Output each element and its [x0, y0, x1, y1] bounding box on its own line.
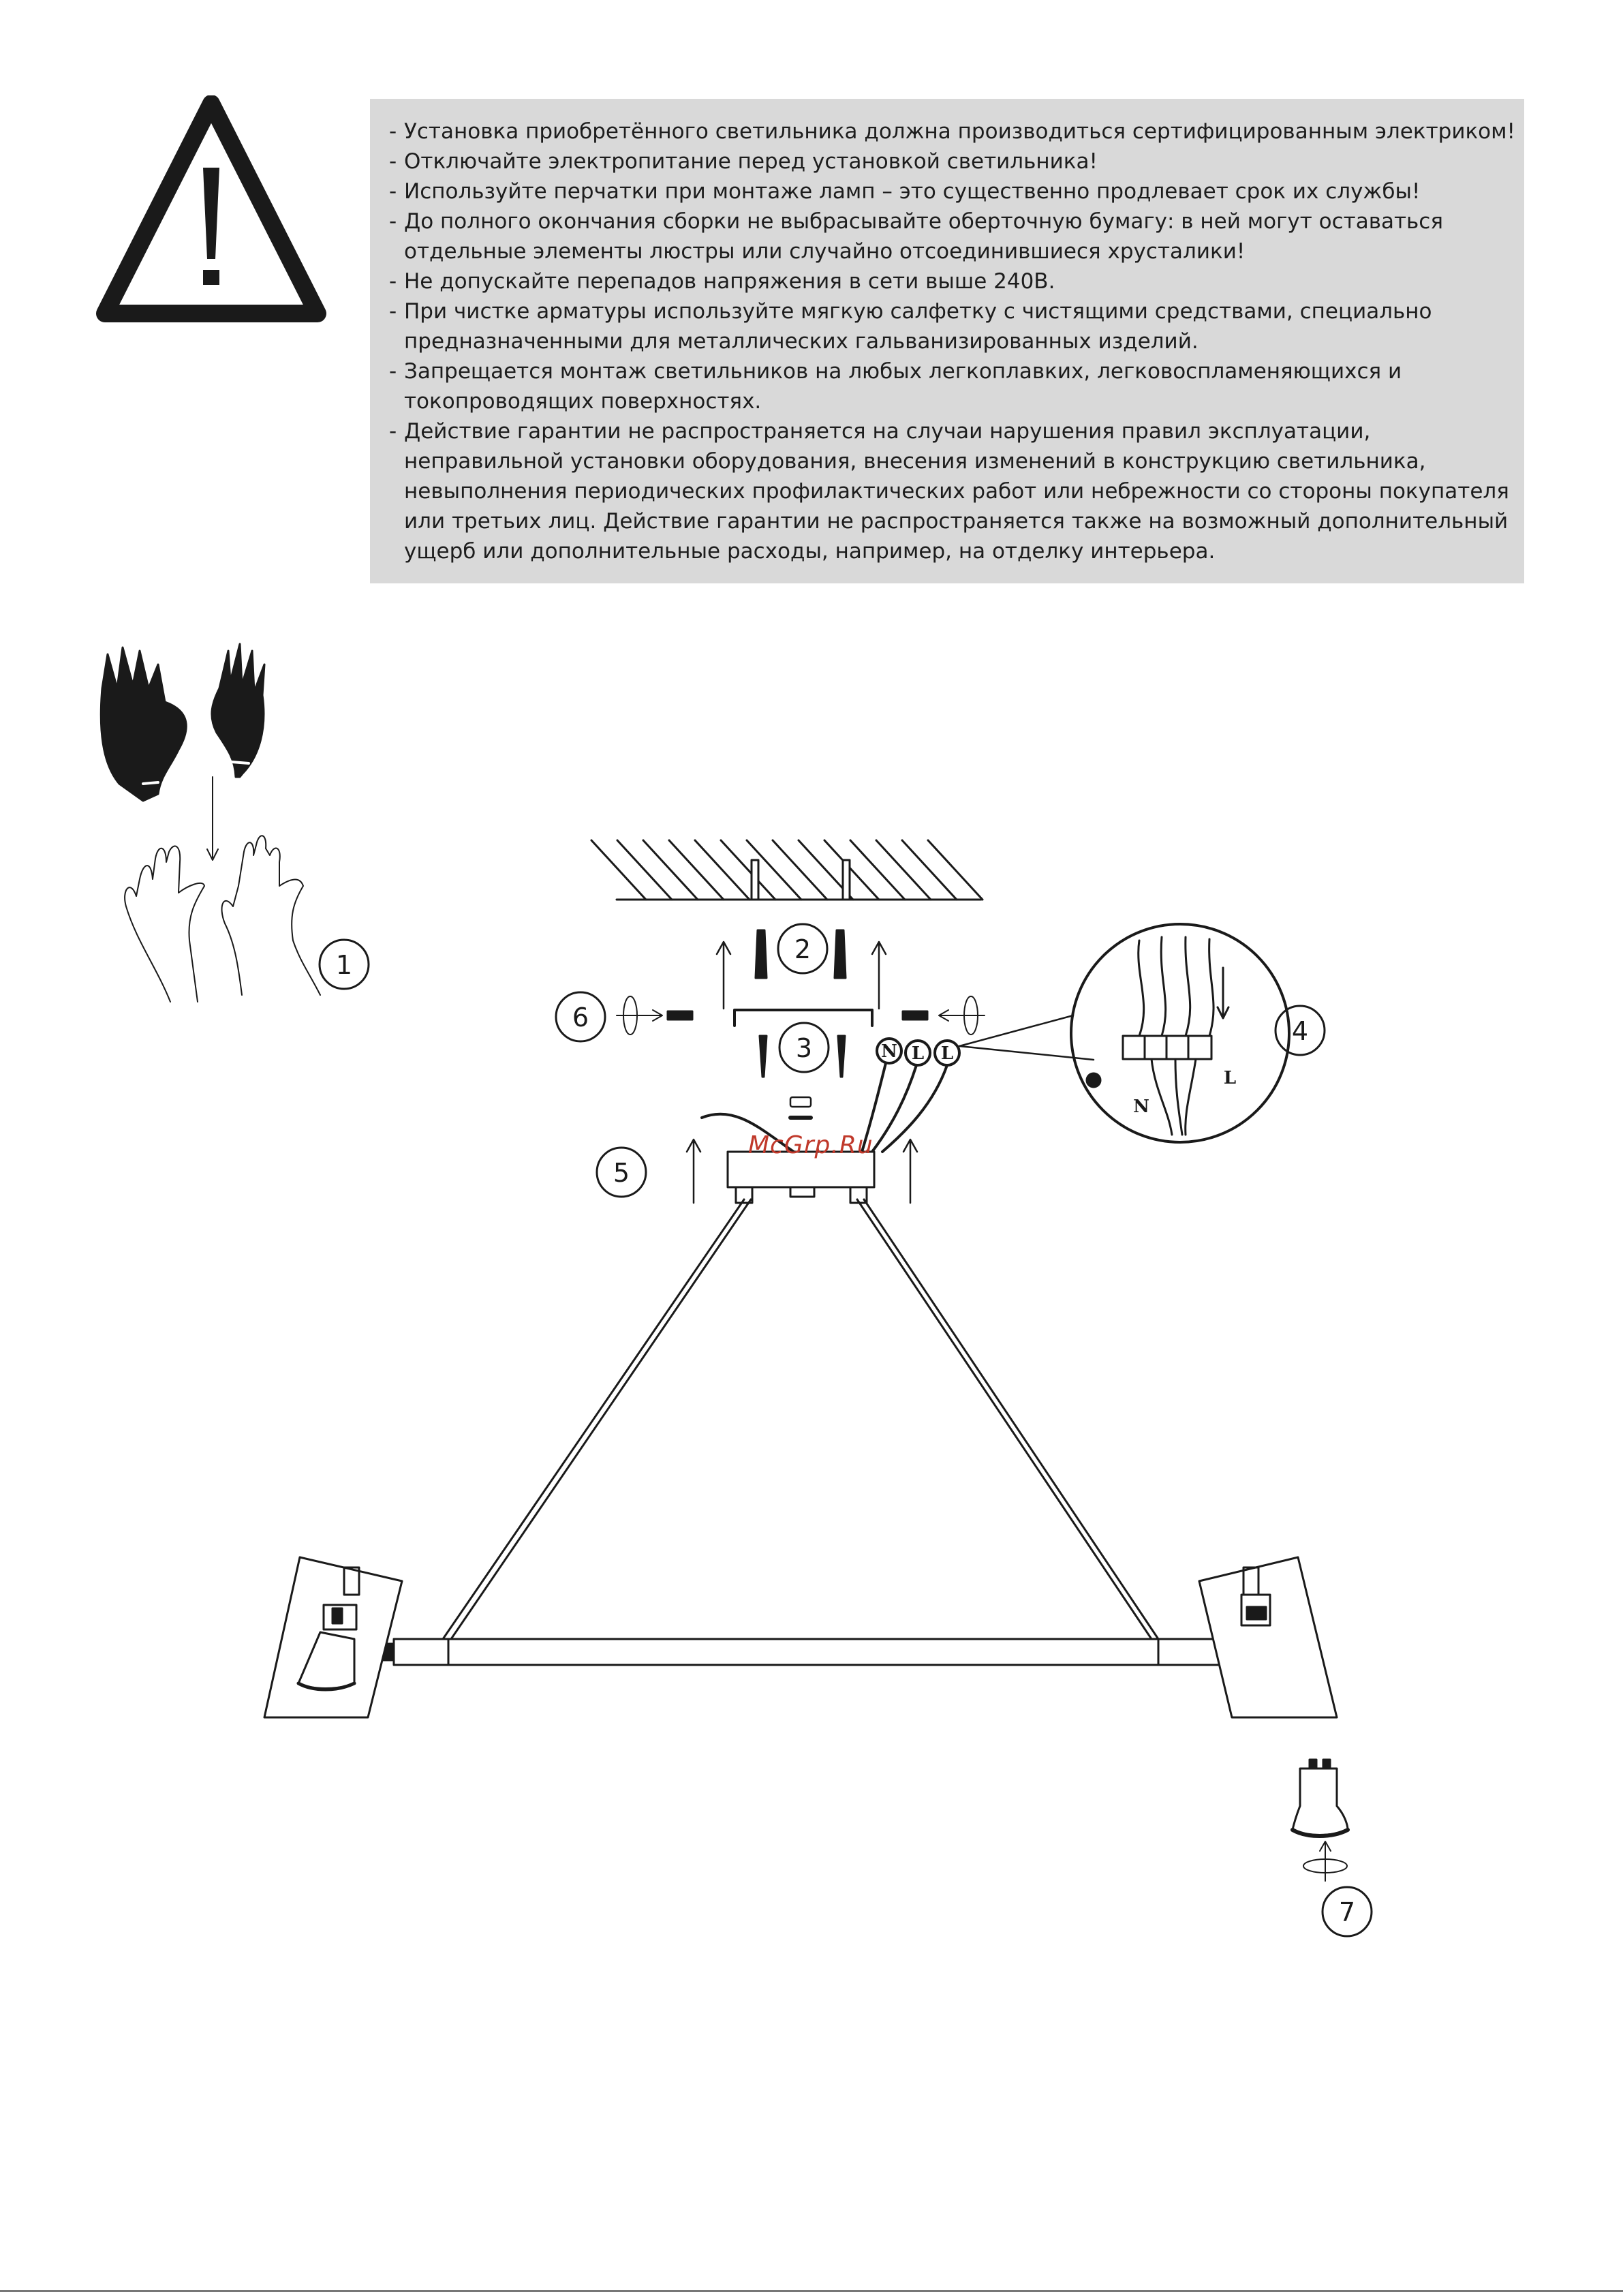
canopy-clip — [790, 1187, 814, 1197]
terminal-n-label: N — [881, 1041, 897, 1062]
notice-item: - Используйте перчатки при монтаже ламп – это существенно продлевает срок их службы! — [389, 177, 1505, 206]
detail-n-label: N — [1133, 1097, 1149, 1117]
notice-item: - Отключайте электропитание перед установкой светильника! — [389, 147, 1505, 177]
step-3-label: 3 — [795, 1033, 813, 1063]
ceiling-hatch — [591, 840, 983, 900]
notice-item: - До полного окончания сборки не выбрасывайте оберточную бумагу: в ней могут оставаться отдельные элементы люстры или случайно отсоединившиеся хрусталики! — [389, 206, 1505, 266]
step-2-label: 2 — [794, 934, 812, 964]
notice-item: - Действие гарантии не распространяется на случаи нарушения правил эксплуатации, неправильной установки оборудования, внесения изменений в конструкцию светильника, невыполнения периодических профилактических работ или небрежности со стороны покупателя или третьих лиц. Действие гарантии не распространяется также на возможный дополнительный ущерб или дополнительные расходы, например, на отделку интерьера. — [389, 416, 1505, 566]
wiring-detail-bubble — [1071, 924, 1289, 1142]
detail-l-label: L — [1223, 1068, 1237, 1088]
side-screw-icon — [668, 1011, 927, 1020]
page-bottom-rule — [0, 2290, 1623, 2292]
gu10-lamp-icon — [1293, 1760, 1348, 1836]
terminal-l-label: L — [911, 1043, 925, 1064]
suspension-cable — [443, 1199, 1158, 1639]
notice-item: - Запрещается монтаж светильников на любых легкоплавких, легковоспламеняющихся и токопроводящих поверхностях. — [389, 356, 1505, 416]
terminal-block-detail — [1087, 937, 1228, 1135]
callout-pointer — [959, 1015, 1073, 1046]
step-1-label: 1 — [335, 950, 353, 980]
bare-hands-icon — [125, 836, 320, 1002]
arrow-down-icon — [207, 777, 218, 860]
safety-notice-list — [389, 117, 1515, 566]
notice-item: - При чистке арматуры используйте мягкую салфетку с чистящими средствами, специально предназначенными для металлических гальванизированных изделий. — [389, 296, 1505, 356]
terminal-l-label: L — [940, 1043, 954, 1064]
notice-item: - Установка приобретённого светильника должна производиться сертифицированным электриком! — [389, 117, 1505, 147]
notice-item: - Не допускайте перепадов напряжения в сети выше 240В. — [389, 266, 1505, 296]
left-spotlight-panel — [264, 1557, 402, 1717]
light-bar — [382, 1639, 1240, 1665]
step-5-label: 5 — [613, 1158, 630, 1188]
step-7-label: 7 — [1338, 1897, 1356, 1927]
step-6-label: 6 — [572, 1002, 589, 1032]
safety-notice-box — [370, 99, 1524, 583]
installation-diagram — [0, 600, 1623, 2167]
gloves-icon — [101, 644, 264, 801]
right-spotlight-panel — [1199, 1557, 1337, 1717]
warning-triangle-icon — [95, 95, 327, 327]
step-4-label: 4 — [1291, 1016, 1309, 1046]
watermark-text: McGrp.Ru — [748, 1131, 874, 1159]
rotate-arrow-icon — [1303, 1841, 1347, 1881]
